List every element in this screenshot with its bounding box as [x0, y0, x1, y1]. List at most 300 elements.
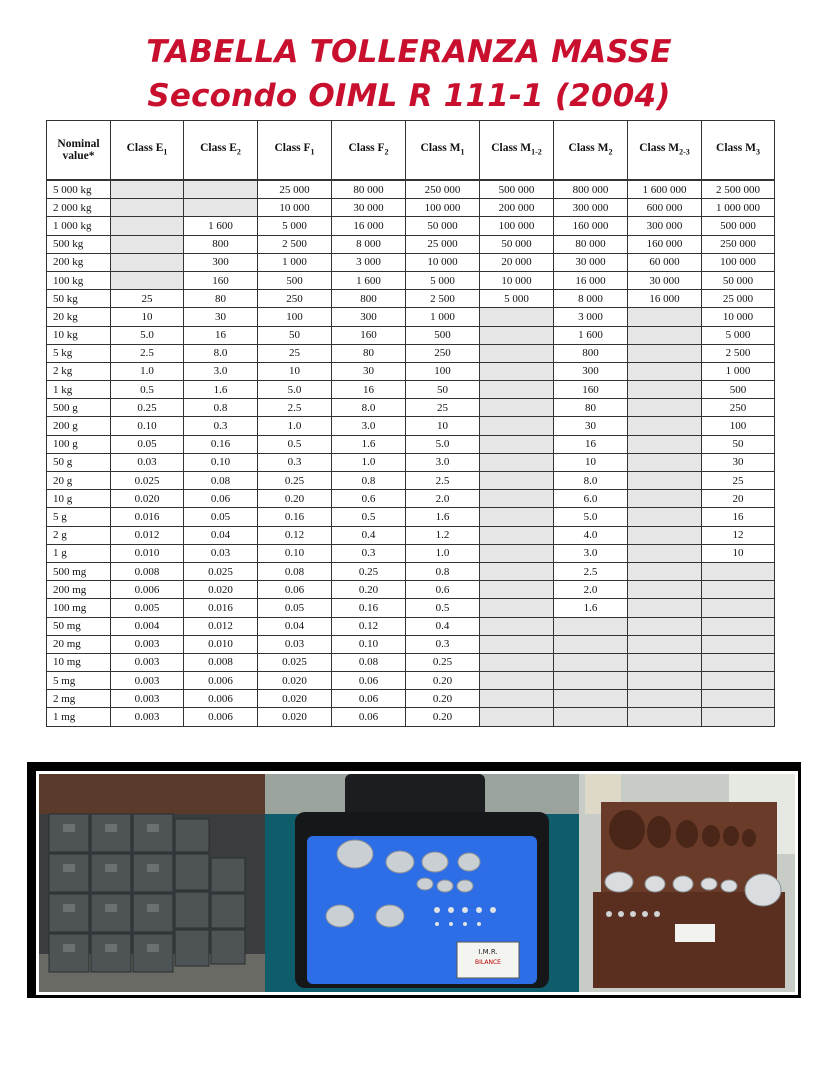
- tolerance-cell: 0.06: [332, 690, 406, 708]
- tolerance-cell: 30 000: [332, 199, 406, 217]
- tolerance-cell: 0.16: [258, 508, 332, 526]
- tolerance-cell: [628, 362, 702, 380]
- tolerance-cell: 3 000: [554, 308, 628, 326]
- tolerance-cell: 30: [554, 417, 628, 435]
- tolerance-cell: 0.5: [332, 508, 406, 526]
- header-class-6: [480, 121, 554, 181]
- tolerance-cell: 8.0: [554, 472, 628, 490]
- header-subscript: 2: [608, 147, 613, 157]
- tolerance-cell: 0.5: [406, 599, 480, 617]
- tolerance-cell: [628, 490, 702, 508]
- tolerance-cell: [480, 544, 554, 562]
- tolerance-cell: 300: [184, 253, 258, 271]
- tolerance-cell: [702, 599, 775, 617]
- header-subscript: 2: [384, 147, 389, 157]
- nominal-value-cell: 50 g: [47, 453, 111, 471]
- tolerance-cell: [702, 562, 775, 580]
- tolerance-cell: 300: [332, 308, 406, 326]
- tolerance-cell: [184, 199, 258, 217]
- tolerance-cell: [554, 690, 628, 708]
- table-row: [47, 581, 775, 599]
- table-header: [47, 121, 775, 181]
- tolerance-cell: 0.5: [258, 435, 332, 453]
- table-row: [47, 472, 775, 490]
- tolerance-cell: [480, 435, 554, 453]
- tolerance-cell: 5.0: [554, 508, 628, 526]
- header-subscript: 1: [460, 147, 465, 157]
- tolerance-cell: [480, 708, 554, 726]
- tolerance-cell: [702, 672, 775, 690]
- nominal-value-cell: 5 g: [47, 508, 111, 526]
- tolerance-cell: 1 000: [406, 308, 480, 326]
- photo-wooden-case: [579, 774, 795, 992]
- table-row: [47, 672, 775, 690]
- tolerance-cell: [111, 253, 184, 271]
- nominal-value-cell: 500 mg: [47, 562, 111, 580]
- tolerance-cell: 10: [258, 362, 332, 380]
- tolerance-cell: 1.6: [554, 599, 628, 617]
- tolerance-cell: 50: [702, 435, 775, 453]
- tolerance-cell: 100: [702, 417, 775, 435]
- tolerance-cell: 80: [332, 344, 406, 362]
- tolerance-cell: 0.003: [111, 653, 184, 671]
- tolerance-cell: 250 000: [702, 235, 775, 253]
- tolerance-cell: [480, 526, 554, 544]
- tolerance-cell: 0.025: [258, 653, 332, 671]
- tolerance-cell: [628, 581, 702, 599]
- tolerance-cell: [480, 417, 554, 435]
- nominal-value-cell: 5 000 kg: [47, 180, 111, 199]
- table-row: [47, 344, 775, 362]
- tolerance-cell: [480, 399, 554, 417]
- tolerance-cell: 25: [702, 472, 775, 490]
- tolerance-cell: 800: [184, 235, 258, 253]
- tolerance-cell: 1 000: [702, 362, 775, 380]
- header-class-1: [111, 121, 184, 181]
- tolerance-cell: 0.004: [111, 617, 184, 635]
- tolerance-cell: 4.0: [554, 526, 628, 544]
- tolerance-cell: [628, 708, 702, 726]
- tolerance-cell: [628, 417, 702, 435]
- tolerance-cell: 500: [258, 271, 332, 289]
- tolerance-cell: 0.06: [184, 490, 258, 508]
- tolerance-cell: 1.0: [111, 362, 184, 380]
- tolerance-cell: 0.10: [111, 417, 184, 435]
- tolerance-cell: 0.3: [258, 453, 332, 471]
- tolerance-cell: [628, 472, 702, 490]
- photo-weight-case: [265, 774, 579, 992]
- tolerance-cell: [702, 708, 775, 726]
- tolerance-cell: [480, 362, 554, 380]
- tolerance-cell: 0.08: [332, 653, 406, 671]
- table-row: [47, 290, 775, 308]
- tolerance-cell: [480, 472, 554, 490]
- tolerance-cell: 0.06: [258, 581, 332, 599]
- header-label: Class F: [274, 141, 311, 154]
- nominal-value-cell: 10 mg: [47, 653, 111, 671]
- photo-frame: [27, 762, 801, 998]
- tolerance-cell: 0.12: [332, 617, 406, 635]
- tolerance-cell: 5.0: [258, 381, 332, 399]
- tolerance-cell: 0.10: [332, 635, 406, 653]
- nominal-value-cell: 1 000 kg: [47, 217, 111, 235]
- table-row: [47, 180, 775, 199]
- nominal-value-cell: 1 kg: [47, 381, 111, 399]
- tolerance-cell: 200 000: [480, 199, 554, 217]
- tolerance-cell: 0.4: [332, 526, 406, 544]
- tolerance-cell: 300 000: [628, 217, 702, 235]
- tolerance-cell: 0.3: [332, 544, 406, 562]
- tolerance-cell: 2.0: [406, 490, 480, 508]
- tolerance-cell: [480, 453, 554, 471]
- tolerance-cell: 0.008: [111, 562, 184, 580]
- tolerance-cell: 0.020: [258, 708, 332, 726]
- nominal-value-cell: 20 g: [47, 472, 111, 490]
- tolerance-cell: 1 000 000: [702, 199, 775, 217]
- tolerance-cell: [111, 271, 184, 289]
- tolerance-cell: 5 000: [258, 217, 332, 235]
- tolerance-cell: 0.020: [111, 490, 184, 508]
- tolerance-cell: 6.0: [554, 490, 628, 508]
- tolerance-cell: 10: [406, 417, 480, 435]
- tolerance-cell: 60 000: [628, 253, 702, 271]
- tolerance-cell: [628, 381, 702, 399]
- tolerance-cell: 1 600 000: [628, 180, 702, 199]
- tolerance-cell: [628, 308, 702, 326]
- tolerance-cell: 0.05: [258, 599, 332, 617]
- header-class-2: [184, 121, 258, 181]
- tolerance-cell: 5 000: [702, 326, 775, 344]
- tolerance-cell: 20: [702, 490, 775, 508]
- tolerance-cell: [480, 653, 554, 671]
- case-label-line2: BILANCE: [475, 959, 501, 966]
- tolerance-cell: 8 000: [554, 290, 628, 308]
- table-row: [47, 199, 775, 217]
- table-row: [47, 544, 775, 562]
- tolerance-cell: [628, 526, 702, 544]
- table-row: [47, 490, 775, 508]
- nominal-value-cell: 20 kg: [47, 308, 111, 326]
- nominal-value-cell: 2 kg: [47, 362, 111, 380]
- tolerance-cell: 50 000: [406, 217, 480, 235]
- tolerance-cell: 0.020: [184, 581, 258, 599]
- tolerance-cell: [702, 635, 775, 653]
- tolerance-cell: 5 000: [480, 290, 554, 308]
- tolerance-cell: 0.20: [258, 490, 332, 508]
- tolerance-cell: 3.0: [406, 453, 480, 471]
- table-row: [47, 635, 775, 653]
- tolerance-cell: [628, 453, 702, 471]
- nominal-value-cell: 200 mg: [47, 581, 111, 599]
- tolerance-cell: 80 000: [332, 180, 406, 199]
- tolerance-cell: [554, 653, 628, 671]
- nominal-value-cell: 200 kg: [47, 253, 111, 271]
- tolerance-cell: 800 000: [554, 180, 628, 199]
- tolerance-cell: [628, 653, 702, 671]
- tolerance-cell: 160 000: [554, 217, 628, 235]
- nominal-value-cell: 500 kg: [47, 235, 111, 253]
- table-row: [47, 526, 775, 544]
- tolerance-cell: 0.5: [111, 381, 184, 399]
- tolerance-cell: 10 000: [258, 199, 332, 217]
- tolerance-cell: 0.20: [406, 708, 480, 726]
- tolerance-cell: 25: [258, 344, 332, 362]
- tolerance-cell: 16: [702, 508, 775, 526]
- tolerance-cell: 0.010: [111, 544, 184, 562]
- tolerance-cell: 3.0: [332, 417, 406, 435]
- tolerance-cell: 160: [332, 326, 406, 344]
- tolerance-cell: 2.5: [406, 472, 480, 490]
- tolerance-cell: 100 000: [480, 217, 554, 235]
- tolerance-cell: 30: [184, 308, 258, 326]
- tolerance-cell: [628, 599, 702, 617]
- nominal-value-cell: 5 mg: [47, 672, 111, 690]
- tolerance-cell: 100 000: [702, 253, 775, 271]
- tolerance-cell: 1 600: [184, 217, 258, 235]
- table-row: [47, 562, 775, 580]
- tolerance-cell: 0.006: [184, 708, 258, 726]
- tolerance-cell: 16 000: [628, 290, 702, 308]
- nominal-value-cell: 20 mg: [47, 635, 111, 653]
- tolerance-cell: 250: [406, 344, 480, 362]
- tolerance-cell: 0.003: [111, 690, 184, 708]
- nominal-value-cell: 500 g: [47, 399, 111, 417]
- header-nominal-value: [47, 121, 111, 181]
- tolerance-cell: 0.08: [258, 562, 332, 580]
- tolerance-cell: 0.003: [111, 672, 184, 690]
- tolerance-cell: 16: [184, 326, 258, 344]
- tolerance-cell: 1.6: [332, 435, 406, 453]
- tolerance-cell: 160 000: [628, 235, 702, 253]
- tolerance-cell: 1 600: [554, 326, 628, 344]
- tolerance-cell: [111, 217, 184, 235]
- tolerance-cell: 0.25: [406, 653, 480, 671]
- header-class-4: [332, 121, 406, 181]
- nominal-value-cell: 100 mg: [47, 599, 111, 617]
- tolerance-cell: 0.20: [406, 690, 480, 708]
- nominal-value-cell: 2 g: [47, 526, 111, 544]
- tolerance-cell: 25: [406, 399, 480, 417]
- tolerance-cell: [628, 690, 702, 708]
- tolerance-cell: 100 000: [406, 199, 480, 217]
- tolerance-cell: 10: [554, 453, 628, 471]
- tolerance-cell: 12: [702, 526, 775, 544]
- tolerance-cell: 0.03: [258, 635, 332, 653]
- photo-cast-iron-weights: [39, 774, 265, 992]
- tolerance-table: [46, 120, 775, 727]
- tolerance-cell: [111, 235, 184, 253]
- header-class-3: [258, 121, 332, 181]
- tolerance-cell: 25 000: [406, 235, 480, 253]
- header-label: Class E: [126, 141, 164, 154]
- tolerance-cell: [480, 599, 554, 617]
- tolerance-cell: 0.006: [184, 672, 258, 690]
- tolerance-cell: 1 600: [332, 271, 406, 289]
- header-class-8: [628, 121, 702, 181]
- header-row: [47, 121, 775, 181]
- tolerance-cell: 0.05: [184, 508, 258, 526]
- tolerance-cell: 2.5: [554, 562, 628, 580]
- tolerance-cell: 0.6: [332, 490, 406, 508]
- tolerance-cell: [554, 635, 628, 653]
- tolerance-cell: 0.04: [184, 526, 258, 544]
- tolerance-cell: 0.25: [258, 472, 332, 490]
- tolerance-cell: 25 000: [702, 290, 775, 308]
- tolerance-cell: 2.5: [258, 399, 332, 417]
- tolerance-cell: [702, 581, 775, 599]
- nominal-value-cell: 50 mg: [47, 617, 111, 635]
- tolerance-cell: 0.25: [332, 562, 406, 580]
- tolerance-cell: 0.005: [111, 599, 184, 617]
- nominal-value-cell: 2 mg: [47, 690, 111, 708]
- tolerance-cell: [554, 672, 628, 690]
- header-class-7: [554, 121, 628, 181]
- tolerance-cell: 0.006: [111, 581, 184, 599]
- tolerance-cell: [628, 344, 702, 362]
- nominal-value-cell: 1 mg: [47, 708, 111, 726]
- tolerance-cell: 0.8: [332, 472, 406, 490]
- tolerance-cell: 0.03: [111, 453, 184, 471]
- tolerance-cell: 300: [554, 362, 628, 380]
- table-row: [47, 508, 775, 526]
- tolerance-cell: 500 000: [702, 217, 775, 235]
- tolerance-cell: 1.0: [406, 544, 480, 562]
- case-label-line1: I.M.R.: [478, 948, 498, 956]
- tolerance-cell: [480, 381, 554, 399]
- tolerance-cell: 1.2: [406, 526, 480, 544]
- tolerance-cell: 0.012: [184, 617, 258, 635]
- tolerance-cell: [628, 399, 702, 417]
- tolerance-cell: 0.03: [184, 544, 258, 562]
- tolerance-cell: 0.05: [111, 435, 184, 453]
- tolerance-cell: 2 500 000: [702, 180, 775, 199]
- tolerance-cell: [111, 199, 184, 217]
- table-row: [47, 653, 775, 671]
- tolerance-cell: 1 000: [258, 253, 332, 271]
- tolerance-cell: 3.0: [554, 544, 628, 562]
- tolerance-cell: 1.0: [258, 417, 332, 435]
- tolerance-cell: 0.04: [258, 617, 332, 635]
- tolerance-cell: 10 000: [702, 308, 775, 326]
- tolerance-cell: 2 500: [406, 290, 480, 308]
- tolerance-cell: [480, 344, 554, 362]
- table-row: [47, 217, 775, 235]
- tolerance-cell: 0.10: [258, 544, 332, 562]
- header-label: Class M: [491, 141, 532, 154]
- title-block: [0, 30, 818, 118]
- tolerance-cell: [480, 308, 554, 326]
- table-row: [47, 617, 775, 635]
- tolerance-cell: 10: [111, 308, 184, 326]
- tolerance-cell: 250 000: [406, 180, 480, 199]
- tolerance-cell: 160: [184, 271, 258, 289]
- tolerance-cell: [480, 562, 554, 580]
- tolerance-cell: [628, 435, 702, 453]
- page-title: TABELLA TOLLERANZA MASSE: [146, 34, 672, 70]
- tolerance-cell: [111, 180, 184, 199]
- tolerance-cell: [628, 635, 702, 653]
- tolerance-cell: 3.0: [184, 362, 258, 380]
- tolerance-cell: 0.20: [406, 672, 480, 690]
- tolerance-cell: 80 000: [554, 235, 628, 253]
- header-subscript: 2: [236, 147, 241, 157]
- header-subscript: 1: [310, 147, 315, 157]
- header-label: Class F: [348, 141, 385, 154]
- tolerance-cell: [702, 690, 775, 708]
- tolerance-cell: 80: [554, 399, 628, 417]
- tolerance-cell: 16: [332, 381, 406, 399]
- tolerance-cell: 50: [406, 381, 480, 399]
- tolerance-cell: 16 000: [554, 271, 628, 289]
- tolerance-cell: 30 000: [554, 253, 628, 271]
- tolerance-cell: 0.025: [111, 472, 184, 490]
- tolerance-cell: 10: [702, 544, 775, 562]
- tolerance-cell: 250: [258, 290, 332, 308]
- header-label: Class M: [716, 141, 756, 154]
- tolerance-cell: 0.12: [258, 526, 332, 544]
- tolerance-cell: 1.6: [406, 508, 480, 526]
- table-row: [47, 399, 775, 417]
- tolerance-cell: 0.4: [406, 617, 480, 635]
- tolerance-cell: 0.008: [184, 653, 258, 671]
- nominal-value-cell: 100 kg: [47, 271, 111, 289]
- tolerance-cell: [628, 508, 702, 526]
- tolerance-cell: 0.020: [258, 690, 332, 708]
- tolerance-cell: 0.20: [332, 581, 406, 599]
- table-row: [47, 381, 775, 399]
- tolerance-cell: 50 000: [702, 271, 775, 289]
- tolerance-cell: [702, 653, 775, 671]
- tolerance-cell: 30 000: [628, 271, 702, 289]
- tolerance-cell: 0.006: [184, 690, 258, 708]
- header-class-5: [406, 121, 480, 181]
- tolerance-cell: [480, 581, 554, 599]
- tolerance-cell: 30: [702, 453, 775, 471]
- tolerance-cell: 0.6: [406, 581, 480, 599]
- tolerance-cell: 100: [406, 362, 480, 380]
- tolerance-cell: 5.0: [406, 435, 480, 453]
- nominal-value-cell: 10 g: [47, 490, 111, 508]
- tolerance-cell: 5 000: [406, 271, 480, 289]
- tolerance-cell: [480, 326, 554, 344]
- tolerance-cell: 2 500: [258, 235, 332, 253]
- tolerance-cell: [480, 508, 554, 526]
- tolerance-cell: 0.8: [406, 562, 480, 580]
- tolerance-cell: 0.025: [184, 562, 258, 580]
- tolerance-cell: 0.020: [258, 672, 332, 690]
- tolerance-cell: [628, 672, 702, 690]
- tolerance-cell: 8.0: [184, 344, 258, 362]
- tolerance-cell: 0.06: [332, 708, 406, 726]
- tolerance-cell: 0.012: [111, 526, 184, 544]
- tolerance-cell: 50: [258, 326, 332, 344]
- header-subscript: 2-3: [679, 147, 690, 157]
- tolerance-cell: 0.003: [111, 635, 184, 653]
- header-subscript: 3: [755, 147, 760, 157]
- header-subscript: 1: [163, 147, 168, 157]
- tolerance-cell: 25: [111, 290, 184, 308]
- tolerance-cell: [628, 326, 702, 344]
- table-row: [47, 253, 775, 271]
- table-row: [47, 235, 775, 253]
- tolerance-cell: 0.003: [111, 708, 184, 726]
- tolerance-cell: 600 000: [628, 199, 702, 217]
- header-label: Nominal value*: [57, 138, 100, 162]
- tolerance-cell: 0.010: [184, 635, 258, 653]
- nominal-value-cell: 5 kg: [47, 344, 111, 362]
- tolerance-cell: 500: [406, 326, 480, 344]
- tolerance-cell: 500: [702, 381, 775, 399]
